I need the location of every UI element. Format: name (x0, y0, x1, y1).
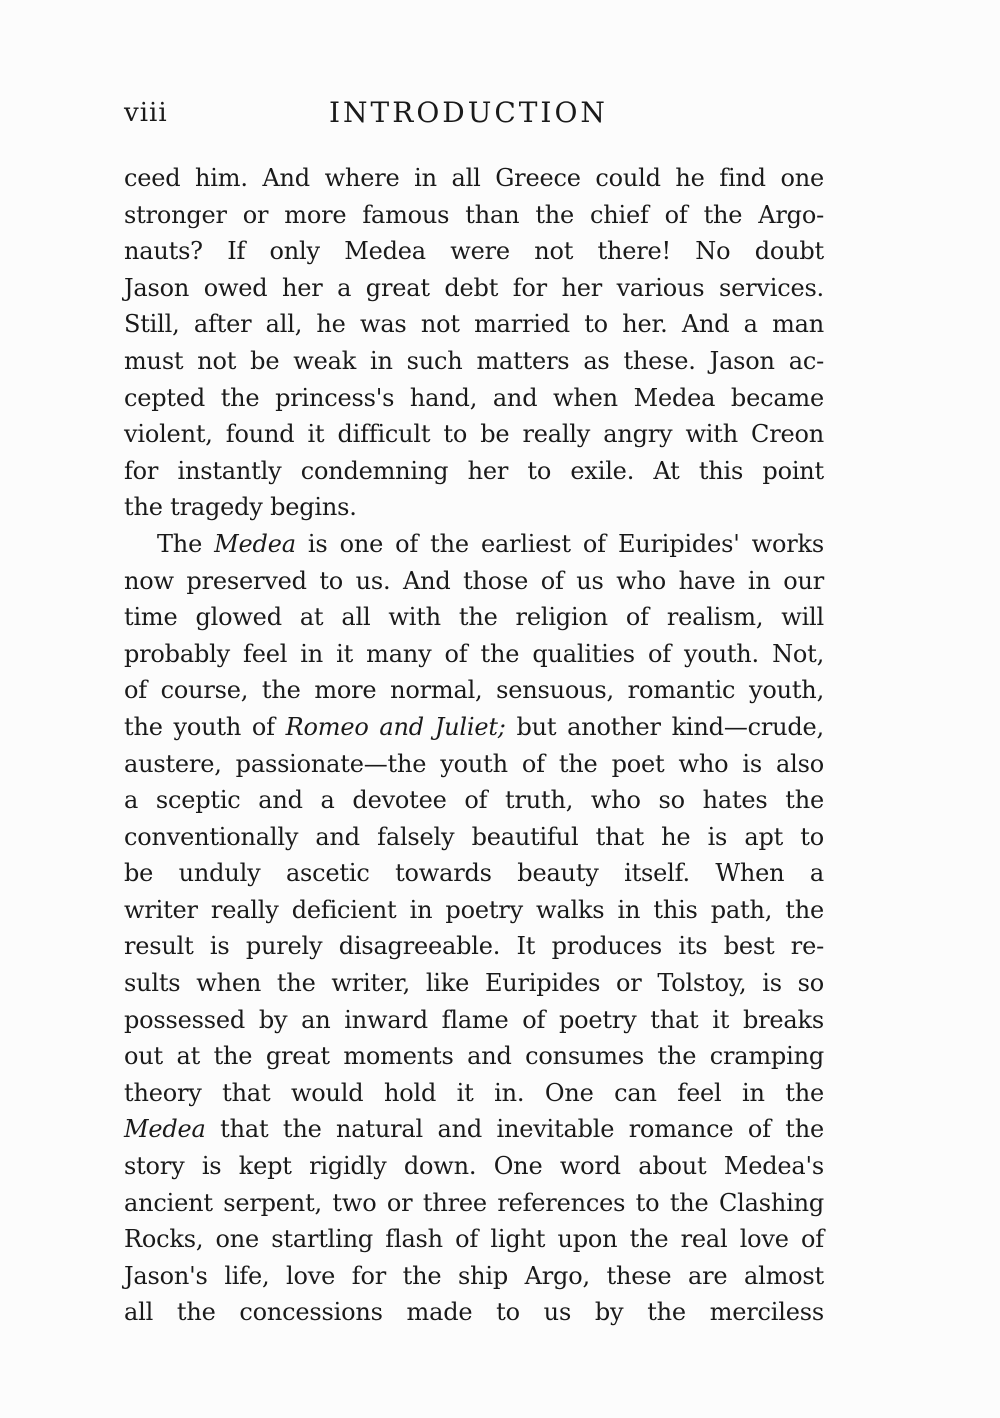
text-line: of course, the more normal, sensuous, romantic youth, (124, 676, 824, 705)
text-line: sults when the writer, like Euripides or Tolstoy, is so (124, 969, 824, 998)
text-line: ancient serpent, two or three references to the Clashing (124, 1188, 824, 1217)
page-number: viii (124, 98, 168, 128)
text-line: be unduly ascetic towards beauty itself. When a (124, 859, 824, 888)
text-line: Still, after all, he was not married to her. And a man (124, 310, 824, 339)
italic-title: Medea (214, 529, 296, 558)
italic-title: Romeo and Juliet; (285, 712, 506, 741)
text-line: austere, passionate—the youth of the poet who is also (124, 749, 824, 778)
text-line: writer really deficient in poetry walks in this path, the (124, 895, 824, 924)
text-line: a sceptic and a devotee of truth, who so hates the (124, 786, 824, 815)
line-text: is one of the earliest of Euripides' works (295, 529, 824, 558)
body-text (124, 160, 824, 1331)
text-line: stronger or more famous than the chief of the Argo- (124, 200, 824, 229)
text-line: story is kept rigidly down. One word about Medea's (124, 1152, 824, 1181)
text-line: Jason's life, love for the ship Argo, these are almost (124, 1261, 824, 1290)
text-line: all the concessions made to us by the merciless (124, 1298, 824, 1327)
line-text: The (157, 529, 215, 558)
text-line: theory that would hold it in. One can feel in the (124, 1078, 824, 1107)
line-text: but another kind—crude, (505, 712, 824, 741)
text-line: nauts? If only Medea were not there! No doubt (124, 237, 824, 266)
text-line: ceed him. And where in all Greece could he find one (124, 164, 824, 192)
running-head (124, 92, 824, 136)
text-line: out at the great moments and consumes the cramping (124, 1042, 824, 1071)
text-line: conventionally and falsely beautiful that he is apt to (124, 822, 824, 851)
text-line: for instantly condemning her to exile. At this point (124, 456, 824, 485)
paragraph-end-line: the tragedy begins. (124, 493, 357, 522)
text-line: possessed by an inward flame of poetry that it breaks (124, 1005, 824, 1034)
running-title: INTRODUCTION (329, 96, 608, 129)
text-line: must not be weak in such matters as these. Jason ac- (124, 346, 824, 375)
text-line: Jason owed her a great debt for her various services. (124, 273, 824, 302)
italic-title: Medea (124, 1115, 206, 1144)
line-text: that the natural and inevitable romance of the (205, 1115, 824, 1144)
text-line: now preserved to us. And those of us who have in our (124, 566, 824, 595)
text-line: time glowed at all with the religion of realism, will (124, 603, 824, 632)
text-line: result is purely disagreeable. It produces its best re- (124, 932, 824, 961)
paragraph-start-line (124, 526, 824, 563)
text-line: probably feel in it many of the qualities of youth. Not, (124, 639, 824, 668)
text-line: cepted the princess's hand, and when Medea became (124, 383, 824, 412)
line-text: the youth of (124, 712, 286, 741)
text-line (124, 709, 824, 746)
text-line: Rocks, one startling flash of light upon the real love of (124, 1225, 824, 1254)
text-line: violent, found it difficult to be really angry with Creon (124, 420, 824, 449)
text-line (124, 1111, 824, 1148)
